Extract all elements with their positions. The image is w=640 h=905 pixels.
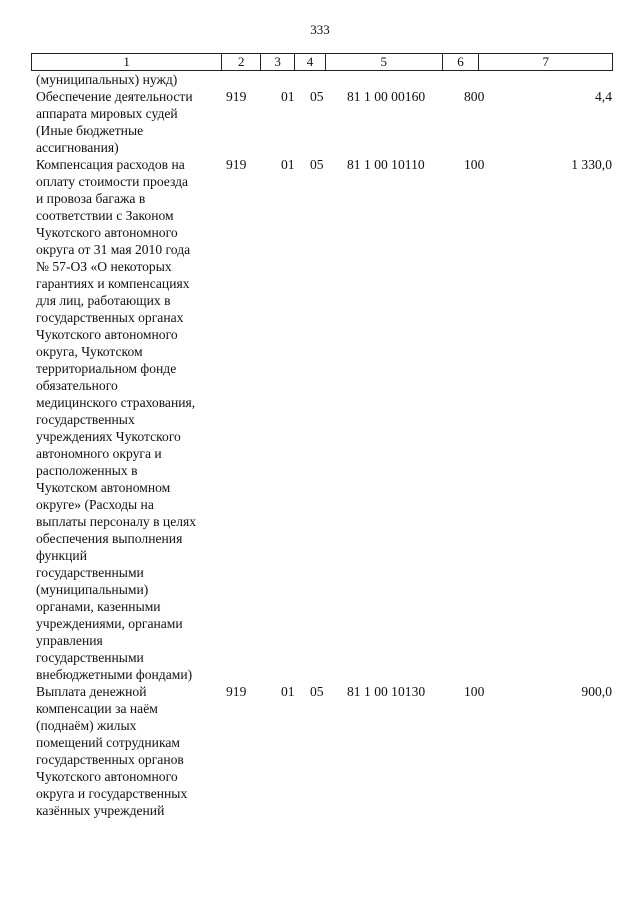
header-col-2: 2 [222,54,261,70]
amount-cell: 900,0 [581,684,612,699]
table-row [36,156,614,683]
header-col-4: 4 [295,54,326,70]
description-line: округе» (Расходы на [36,497,154,512]
description-line: гарантиях и компенсациях [36,276,190,291]
description-line: внебюджетными фондами) [36,667,193,682]
description-line: соответствии с Законом [36,208,174,223]
description-line: Чукотского автономного [36,769,178,784]
description-line: государственных [36,412,135,427]
description-line: Чукотского автономного [36,327,178,342]
description-line: (Иные бюджетные [36,123,144,138]
subsection-cell: 05 [310,157,324,172]
header-col-6: 6 [443,54,480,70]
description-line: обеспечения выполнения [36,531,183,546]
code-919-cell: 919 [226,684,247,699]
description-line: для лиц, работающих в [36,293,171,308]
description-line: территориальном фонде [36,361,177,376]
description-line: государственных органах [36,310,184,325]
row-description [36,156,226,683]
page-number: 333 [310,22,330,37]
description-line: № 57-ОЗ «О некоторых [36,259,172,274]
description-line: государственными [36,565,144,580]
description-line: управления [36,633,103,648]
row-description [36,683,226,819]
description-line: и провоза багажа в [36,191,146,206]
table-row [36,88,614,156]
header-col-5: 5 [326,54,443,70]
description-line: учреждениях Чукотского [36,429,181,444]
target-article-cell: 81 1 00 10110 [347,157,425,172]
description-line: оплату стоимости проезда [36,174,189,189]
subsection-cell: 05 [310,684,324,699]
description-line: органами, казенными [36,599,161,614]
description-line: (поднаём) жилых [36,718,137,733]
description-line: медицинского страхования, [36,395,196,410]
description-line: компенсации за наём [36,701,158,716]
description-line: Чукотского автономного [36,225,178,240]
description-line: учреждениями, органами [36,616,183,631]
expense-type-cell: 800 [464,89,485,104]
code-919-cell: 919 [226,157,247,172]
description-line: казённых учреждений [36,803,165,818]
description-line: ассигнования) [36,140,119,155]
description-line: Обеспечение деятельности [36,89,193,104]
description-line: округа и государственных [36,786,188,801]
amount-cell: 1 330,0 [571,157,612,172]
header-col-1: 1 [32,54,222,70]
amount-cell: 4,4 [595,89,612,104]
description-line: округа от 31 мая 2010 года [36,242,191,257]
section-cell: 01 [281,157,295,172]
description-line: государственными [36,650,144,665]
row-description [36,71,226,88]
subsection-cell: 05 [310,89,324,104]
table-header-row [31,53,613,71]
section-cell: 01 [281,89,295,104]
expense-type-cell: 100 [464,157,485,172]
target-article-cell: 81 1 00 10130 [347,684,426,699]
description-line: аппарата мировых судей [36,106,178,121]
description-line: округа, Чукотском [36,344,143,359]
description-line: функций [36,548,87,563]
section-cell: 01 [281,684,295,699]
header-col-3: 3 [261,54,295,70]
description-line: (муниципальными) [36,582,149,597]
table-body [36,71,614,819]
description-line: выплаты персоналу в целях [36,514,197,529]
description-line: (муниципальных) нужд) [36,72,178,87]
table-row [36,683,614,819]
table-row [36,71,614,88]
header-col-7: 7 [542,54,549,69]
description-line: Выплата денежной [36,684,147,699]
code-919-cell: 919 [226,89,247,104]
target-article-cell: 81 1 00 00160 [347,89,426,104]
description-line: помещений сотрудникам [36,735,180,750]
row-description [36,88,226,156]
description-line: Компенсация расходов на [36,157,185,172]
description-line: обязательного [36,378,118,393]
description-line: Чукотском автономном [36,480,171,495]
description-line: автономного округа и [36,446,162,461]
expense-type-cell: 100 [464,684,485,699]
description-line: государственных органов [36,752,184,767]
description-line: расположенных в [36,463,138,478]
